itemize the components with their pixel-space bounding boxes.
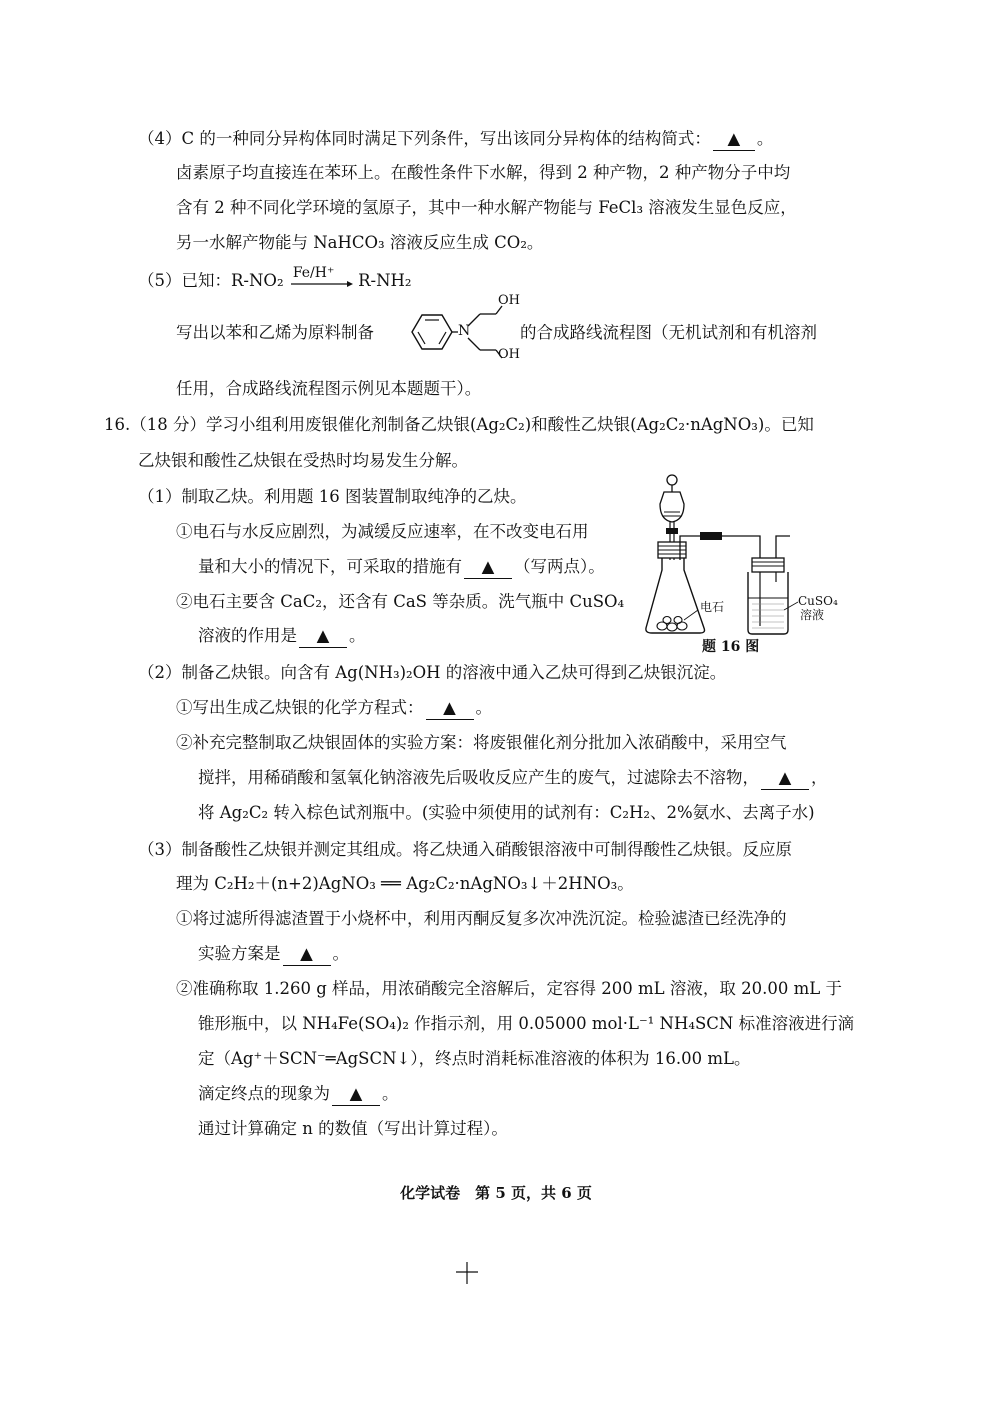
answer-blank[interactable] bbox=[426, 697, 474, 720]
answer-blank[interactable] bbox=[761, 767, 809, 790]
figure-16-apparatus bbox=[640, 470, 850, 660]
triangle-mark: ▲ bbox=[481, 557, 495, 576]
answer-blank[interactable] bbox=[283, 943, 331, 966]
crop-mark-icon bbox=[456, 1262, 478, 1284]
q15-part4-line4: 另一水解产物能与 NaHCO₃ 溶液反应生成 CO₂。 bbox=[176, 233, 544, 252]
q16-part3-item2-line1: ②准确称取 1.260 g 样品，用浓硝酸完全溶解后，定容得 200 mL 溶液，取 20.00 mL 于 bbox=[176, 979, 842, 998]
nitrogen-atom: N bbox=[458, 323, 471, 339]
q15-part4-line1 bbox=[138, 128, 773, 151]
reaction-condition: Fe/H⁺ bbox=[292, 265, 335, 281]
arrow-icon bbox=[289, 270, 353, 292]
target-molecule bbox=[398, 293, 520, 366]
punct: 。 bbox=[756, 129, 774, 148]
triangle-mark: ▲ bbox=[778, 768, 792, 787]
answer-blank[interactable] bbox=[464, 556, 512, 579]
answer-blank[interactable] bbox=[713, 128, 755, 151]
known-product: R-NH₂ bbox=[358, 271, 412, 290]
q16-part1-item1-line2 bbox=[198, 556, 605, 579]
label-calcium-carbide: 电石 bbox=[700, 600, 725, 614]
q16-part3-line1: （3）制备酸性乙炔银并测定其组成。将乙炔通入硝酸银溶液中可制得酸性乙炔银。反应原 bbox=[138, 840, 792, 859]
q16-heading-line2: 乙炔银和酸性乙炔银在受热时均易发生分解。 bbox=[138, 451, 468, 470]
label-solution: 溶液 bbox=[800, 608, 825, 622]
q16-part1-item2-line1: ②电石主要含 CaC₂，还含有 CaS 等杂质。洗气瓶中 CuSO₄ bbox=[176, 592, 625, 611]
hydroxyl-top: OH bbox=[498, 293, 520, 308]
label-cuso4: CuSO₄ bbox=[798, 594, 838, 608]
answer-blank[interactable] bbox=[299, 625, 347, 648]
q16-heading: 16.（18 分）学习小组利用废银催化剂制备乙炔银(Ag₂C₂)和酸性乙炔银(Ag₂C₂·nAgNO₃)。已知 bbox=[104, 415, 814, 434]
text: 实验方案是 bbox=[198, 944, 281, 963]
part-number: （4） bbox=[138, 129, 182, 148]
q16-part2: （2）制备乙炔银。向含有 Ag(NH₃)₂OH 的溶液中通入乙炔可得到乙炔银沉淀。 bbox=[138, 663, 727, 682]
q16-part1: （1）制取乙炔。利用题 16 图装置制取纯净的乙炔。 bbox=[138, 487, 527, 506]
q15-part5-line2a: 写出以苯和乙烯为原料制备 bbox=[176, 323, 374, 342]
triangle-mark: ▲ bbox=[443, 698, 456, 717]
q16-part3-item4: 通过计算确定 n 的数值（写出计算过程）。 bbox=[198, 1119, 508, 1138]
q15-part4-line3: 含有 2 种不同化学环境的氢原子，其中一种水解产物能与 FeCl₃ 溶液发生显色反应， bbox=[176, 198, 797, 217]
q15-part5-line3: 任用，合成路线流程图示例见本题题干）。 bbox=[176, 379, 482, 398]
text: ①写出生成乙炔银的化学方程式： bbox=[176, 698, 424, 717]
text: （写两点）。 bbox=[514, 557, 605, 576]
part-text: C 的一种同分异构体同时满足下列条件，写出该同分异构体的结构简式： bbox=[181, 129, 711, 148]
q16-part1-item1-line1: ①电石与水反应剧烈，为减缓反应速率，在不改变电石用 bbox=[176, 522, 589, 541]
text: 。 bbox=[332, 944, 349, 963]
q16-part3-item2-line2: 锥形瓶中，以 NH₄Fe(SO₄)₂ 作指示剂，用 0.05000 mol·L⁻¹ NH₄SCN 标准溶液进行滴 bbox=[198, 1014, 855, 1033]
q16-part2-item2-line1: ②补充完整制取乙炔银固体的实验方案：将废银催化剂分批加入浓硝酸中，采用空气 bbox=[176, 733, 787, 752]
triangle-mark: ▲ bbox=[727, 129, 741, 148]
text: 溶液的作用是 bbox=[198, 626, 297, 645]
figure-caption: 题 16 图 bbox=[702, 639, 760, 655]
q16-part3-item2-line3: 定（Ag⁺＋SCN⁻═AgSCN↓），终点时消耗标准溶液的体积为 16.00 mL。 bbox=[198, 1049, 751, 1068]
answer-blank[interactable] bbox=[332, 1083, 380, 1106]
triangle-mark: ▲ bbox=[316, 626, 330, 645]
q16-part1-item2-line2 bbox=[198, 625, 366, 648]
text: 。 bbox=[382, 1084, 399, 1103]
triangle-mark: ▲ bbox=[300, 944, 313, 963]
text: 搅拌，用稀硝酸和氢氧化钠溶液先后吸收反应产生的废气，过滤除去不溶物， bbox=[198, 768, 759, 787]
q16-part3-line2: 理为 C₂H₂＋(n+2)AgNO₃ ══ Ag₂C₂·nAgNO₃↓＋2HNO₃。 bbox=[176, 874, 634, 893]
q15-part4-line2: 卤素原子均直接连在苯环上。在酸性条件下水解，得到 2 种产物，2 种产物分子中均 bbox=[176, 163, 791, 182]
text: 。 bbox=[475, 698, 492, 717]
part-number: （5） bbox=[138, 271, 182, 290]
hydroxyl-bottom: OH bbox=[498, 347, 520, 362]
q16-part3-item1-line1: ①将过滤所得滤渣置于小烧杯中，利用丙酮反复多次冲洗沉淀。检验滤渣已经洗净的 bbox=[176, 909, 787, 928]
q15-part5-line1 bbox=[138, 265, 412, 292]
reaction-arrow bbox=[289, 265, 353, 292]
q15-part5-line2b: 的合成路线流程图（无机试剂和有机溶剂 bbox=[520, 323, 817, 342]
text: 滴定终点的现象为 bbox=[198, 1084, 330, 1103]
text: ， bbox=[811, 768, 828, 787]
q16-part2-item2-line2 bbox=[198, 767, 828, 790]
triangle-mark: ▲ bbox=[349, 1084, 363, 1103]
page-footer: 化学试卷 第 5 页，共 6 页 bbox=[400, 1184, 592, 1202]
text: 量和大小的情况下，可采取的措施有 bbox=[198, 557, 462, 576]
q16-part3-item1-line2 bbox=[198, 943, 349, 966]
q16-part3-item3 bbox=[198, 1083, 399, 1106]
q16-part2-item2-line3: 将 Ag₂C₂ 转入棕色试剂瓶中。(实验中须使用的试剂有：C₂H₂、2%氨水、去离子水) bbox=[198, 803, 815, 822]
text: 。 bbox=[349, 626, 366, 645]
q16-part2-item1 bbox=[176, 697, 492, 720]
known-reactant: 已知：R-NO₂ bbox=[181, 271, 284, 290]
